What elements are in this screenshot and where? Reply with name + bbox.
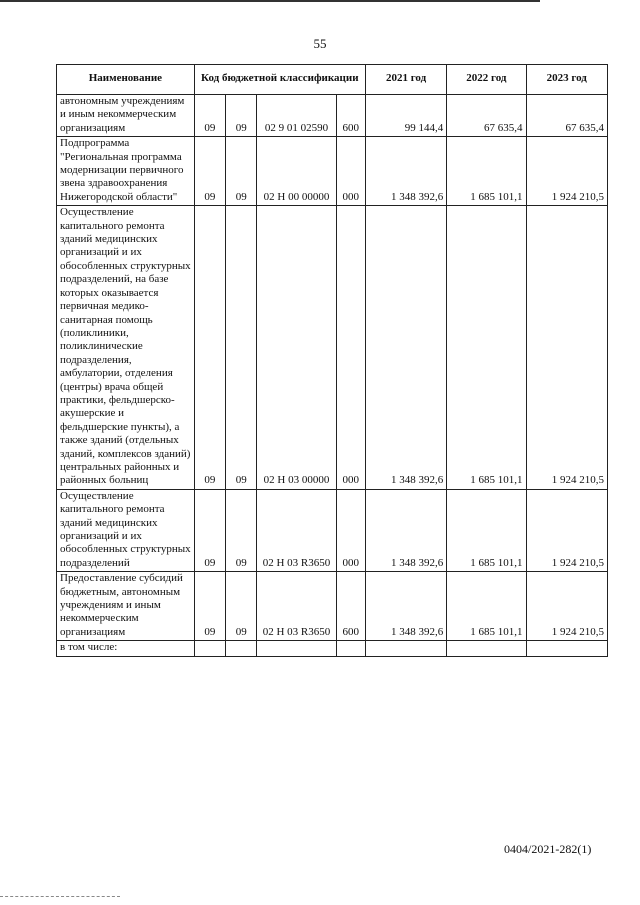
header-2022: 2022 год — [447, 65, 526, 95]
row-value-2023: 1 924 210,5 — [526, 137, 607, 206]
row-expense-type: 600 — [336, 572, 365, 641]
row-value-2021: 1 348 392,6 — [365, 489, 446, 571]
row-target-code: 02 Н 03 R3650 — [257, 489, 336, 571]
row-name: Осуществление капитального ремонта зданий медицинских организаций и их обособленных структурных подразделений, на базе которых оказывается первичная медико-санитарная помощь (поликлиники, поликлинические подразделения, амбулатории, отделения (центры) врача общей практики, фельдшерско-акушерские и фельдшерские пункты), а также зданий (отдельных зданий, комплексов зданий) центральных районных и районных больниц — [57, 206, 195, 490]
row-value-2021: 1 348 392,6 — [365, 572, 446, 641]
row-subsection: 09 — [226, 489, 257, 571]
row-value-2022: 67 635,4 — [447, 95, 526, 137]
row-expense-type: 000 — [336, 206, 365, 490]
header-name: Наименование — [57, 65, 195, 95]
row-value-2021 — [365, 641, 446, 656]
row-expense-type — [336, 641, 365, 656]
row-section — [194, 641, 225, 656]
row-subsection: 09 — [226, 206, 257, 490]
row-value-2021: 1 348 392,6 — [365, 137, 446, 206]
row-name: в том числе: — [57, 641, 195, 656]
row-value-2023 — [526, 641, 607, 656]
row-target-code: 02 Н 03 R3650 — [257, 572, 336, 641]
header-2023: 2023 год — [526, 65, 607, 95]
row-section: 09 — [194, 206, 225, 490]
row-name: Осуществление капитального ремонта зданий медицинских организаций и их обособленных структурных подразделений — [57, 489, 195, 571]
top-rule — [0, 0, 540, 2]
row-expense-type: 600 — [336, 95, 365, 137]
row-value-2023: 1 924 210,5 — [526, 489, 607, 571]
header-row — [57, 65, 608, 95]
row-expense-type: 000 — [336, 489, 365, 571]
row-target-code: 02 Н 03 00000 — [257, 206, 336, 490]
page-number: 55 — [313, 36, 327, 51]
row-section: 09 — [194, 95, 225, 137]
table-row — [57, 641, 608, 656]
row-value-2023: 1 924 210,5 — [526, 206, 607, 490]
table-row — [57, 95, 608, 137]
row-section: 09 — [194, 572, 225, 641]
row-value-2022: 1 685 101,1 — [447, 489, 526, 571]
document-code: 0404/2021-282(1) — [504, 842, 592, 856]
row-subsection: 09 — [226, 572, 257, 641]
row-name: автономным учреждениям и иным некоммерческим организациям — [57, 95, 195, 137]
row-subsection: 09 — [226, 137, 257, 206]
header-code: Код бюджетной классификации — [194, 65, 365, 95]
row-value-2023: 67 635,4 — [526, 95, 607, 137]
row-target-code: 02 Н 00 00000 — [257, 137, 336, 206]
row-value-2022 — [447, 641, 526, 656]
row-value-2021: 99 144,4 — [365, 95, 446, 137]
row-value-2023: 1 924 210,5 — [526, 572, 607, 641]
row-value-2021: 1 348 392,6 — [365, 206, 446, 490]
row-target-code: 02 9 01 02590 — [257, 95, 336, 137]
row-section: 09 — [194, 489, 225, 571]
row-value-2022: 1 685 101,1 — [447, 572, 526, 641]
row-section: 09 — [194, 137, 225, 206]
budget-table — [56, 64, 608, 657]
row-value-2022: 1 685 101,1 — [447, 137, 526, 206]
row-value-2022: 1 685 101,1 — [447, 206, 526, 490]
table-row — [57, 137, 608, 206]
row-name: Предоставление субсидий бюджетным, автономным учреждениям и иным некоммерческим организациям — [57, 572, 195, 641]
header-2021: 2021 год — [365, 65, 446, 95]
table-row — [57, 572, 608, 641]
row-name: Подпрограмма "Региональная программа модернизации первичного звена здравоохранения Нижегородской области" — [57, 137, 195, 206]
row-subsection — [226, 641, 257, 656]
table-row — [57, 489, 608, 571]
row-subsection: 09 — [226, 95, 257, 137]
table-row — [57, 206, 608, 490]
row-target-code — [257, 641, 336, 656]
bottom-scan-edge — [0, 896, 120, 898]
row-expense-type: 000 — [336, 137, 365, 206]
